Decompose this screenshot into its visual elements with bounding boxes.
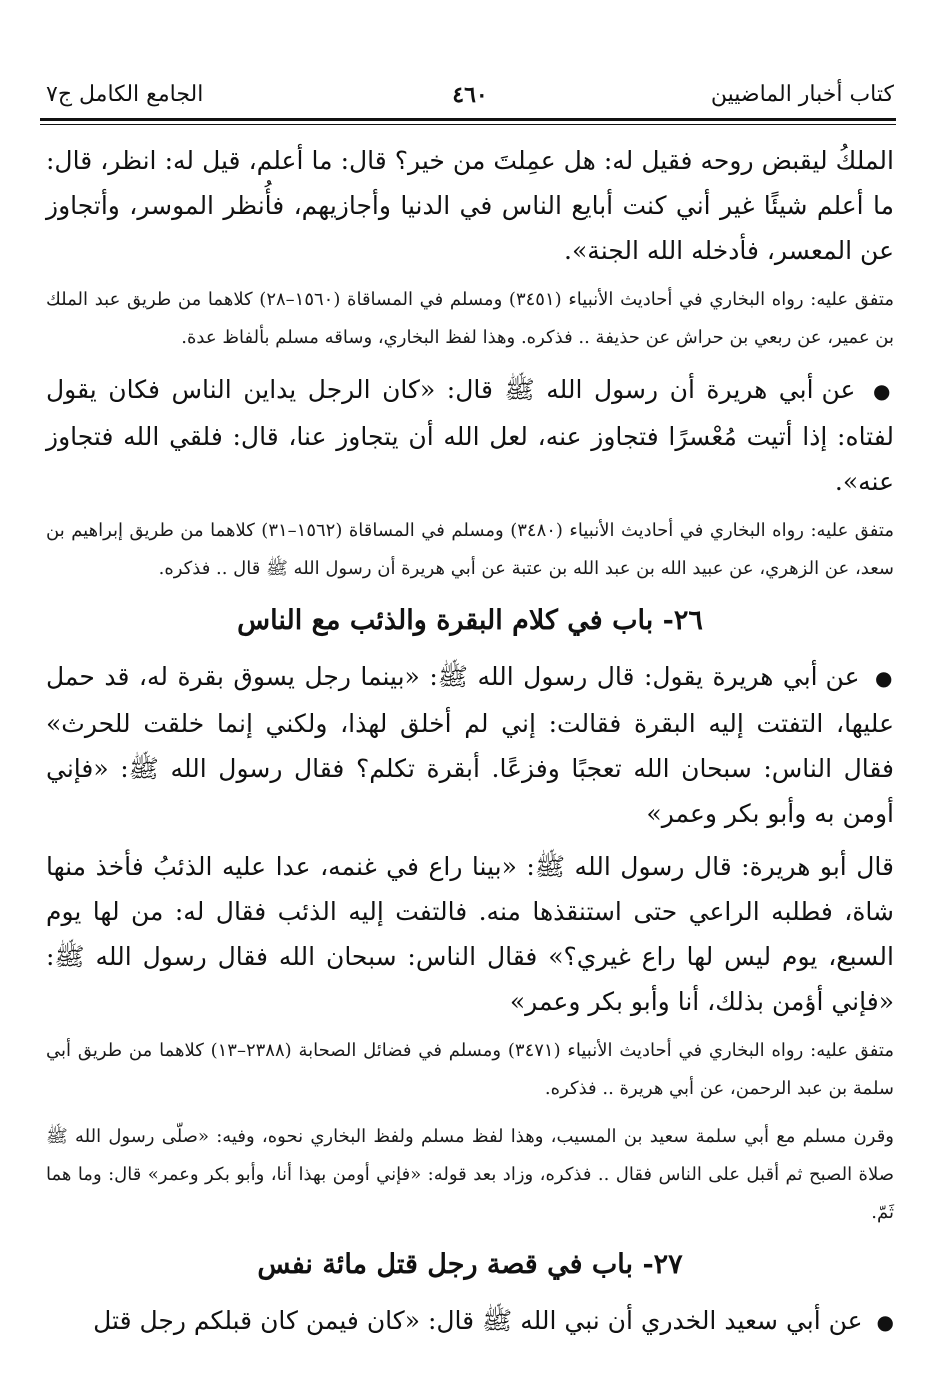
paragraph-text: قال أبو هريرة: قال رسول الله ﷺ: «بينا راع في غنمه، عدا عليه الذئبُ فأخذ منها شاة، فطلبه الراعي حتى استنقذها منه. فالتفت إليه الذئب فقال له: من لها يوم السبع، يوم ليس لها راع غيري؟» فقال الناس: سبحان الله فقال رسول الله ﷺ: «فإني أؤمن بذلك، أنا وأبو بكر وعمر»: [46, 852, 894, 1016]
paragraph-text: عن أبي سعيد الخدري أن نبي الله ﷺ قال: «كان فيمن كان قبلكم رجل قتل: [93, 1306, 863, 1335]
hadith-paragraph: [46, 367, 894, 504]
chapter-heading: ٢٦- باب في كلام البقرة والذئب مع الناس: [237, 605, 703, 636]
paragraph-text: عن أبي هريرة أن رسول الله ﷺ قال: «كان الرجل يداين الناس فكان يقول لفتاه: إذا أتيت مُعْسرًا فتجاوز عنه، لعل الله أن يتجاوز عنا، قال: فلقي الله فتجاوز عنه».: [46, 375, 894, 496]
note-text: متفق عليه: رواه البخاري في أحاديث الأنبياء (٣٤٥١) ومسلم في المساقاة (١٥٦٠–٢٨) كلاهما من طريق عبد الملك بن عمير، عن ربعي بن حراش عن حذيفة .. فذكره. وهذا لفظ البخاري، وساقه مسلم بألفاظ عدة.: [46, 289, 894, 348]
page-number: ٤٦٠: [452, 82, 488, 108]
takhrij-note: [46, 1118, 894, 1232]
note-text: متفق عليه: رواه البخاري في أحاديث الأنبياء (٣٤٨٠) ومسلم في المساقاة (١٥٦٢–٣١) كلاهما من طريق إبراهيم بن سعد، عن الزهري، عن عبيد الله بن عبد الله بن عتبة عن أبي هريرة أن رسول الله ﷺ قال .. فذكره.: [46, 520, 894, 579]
paragraph-text: الملكُ ليقبض روحه فقيل له: هل عمِلتَ من خير؟ قال: ما أعلم، قيل له: انظر، قال: ما أعلم شيئًا غير أني كنت أبايع الناس في الدنيا وأجازيهم، فأُنظر الموسر، وأتجاوز عن المعسر، فأدخله الله الجنة».: [46, 146, 894, 265]
hadith-paragraph: [46, 844, 894, 1024]
page-header: [46, 74, 894, 114]
book-title: كتاب أخبار الماضيين: [710, 82, 894, 107]
chapter-heading: ٢٧- باب في قصة رجل قتل مائة نفس: [257, 1249, 683, 1280]
hadith-paragraph: [46, 654, 894, 836]
bullet-icon: ●: [872, 379, 895, 403]
paragraph-text: عن أبي هريرة يقول: قال رسول الله ﷺ: «بينما رجل يسوق بقرة له، قد حمل عليها، التفتت إليه البقرة فقالت: إني لم أخلق لهذا، ولكني إنما خلقت للحرث» فقال الناس: سبحان الله تعجبًا وفزعًا. أبقرة تكلم؟ فقال رسول الله ﷺ: «فإني أومن به وأبو بكر وعمر»: [46, 662, 894, 828]
hadith-paragraph: [46, 1298, 894, 1345]
note-text: متفق عليه: رواه البخاري في أحاديث الأنبياء (٣٤٧١) ومسلم في فضائل الصحابة (٢٣٨٨–١٣) كلاهما من طريق أبي سلمة بن عبد الرحمن، عن أبي هريرة .. فذكره.: [46, 1040, 894, 1099]
header-rule: [40, 118, 896, 125]
takhrij-note: [46, 1032, 894, 1108]
series-title: الجامع الكامل ج٧: [46, 82, 204, 107]
hadith-paragraph: [46, 138, 894, 273]
bullet-icon: ●: [875, 666, 894, 690]
note-text: وقرن مسلم مع أبي سلمة سعيد بن المسيب، وهذا لفظ مسلم ولفظ البخاري نحوه، وفيه: «صلّى رسول الله ﷺ صلاة الصبح ثم أقبل على الناس فقال .. فذكره، وزاد بعد قوله: «فإني أومن بهذا أنا، وأبو بكر وعمر» قال: وما هما ثَمّ.: [46, 1126, 894, 1223]
takhrij-note: [46, 512, 894, 588]
takhrij-note: [46, 281, 894, 357]
page-content: [46, 138, 894, 1353]
bullet-icon: ●: [876, 1310, 894, 1334]
